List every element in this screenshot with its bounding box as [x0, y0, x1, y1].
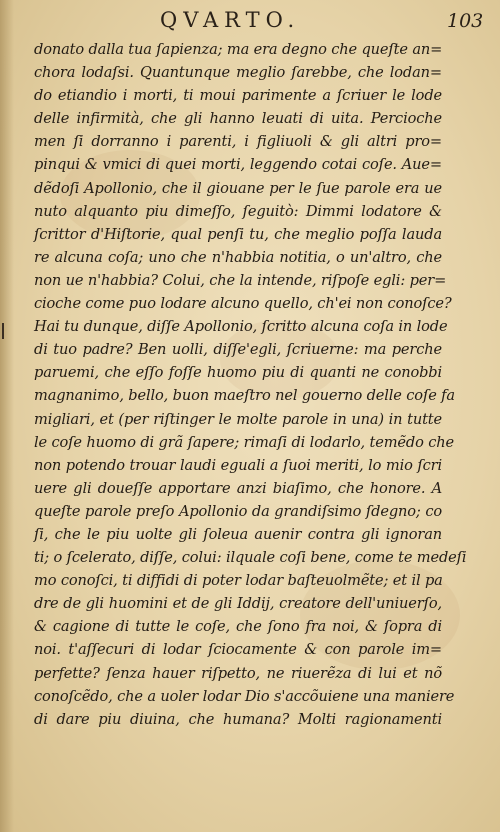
text-line: do etiandio i morti, ti moui parimente a ſcriuer le lode: [34, 87, 442, 105]
text-line: di dare piu diuina, che humana? Molti ragionamenti: [34, 710, 442, 728]
margin-mark: [2, 323, 4, 339]
page-edge-shadow: [0, 0, 14, 832]
running-head: [0, 6, 500, 36]
text-line: queſte parole preſo Apollonio da grandiſsimo ſdegno; co: [34, 502, 442, 520]
text-line: paruemi, che eſſo foſſe huomo piu di quanti ne conobbi: [34, 364, 442, 382]
text-line: noi. t'aſſecuri di lodar ſciocamente & con parole im=: [34, 641, 442, 659]
text-line: chora lodaſsi. Quantunque meglio ſarebbe, che lodan=: [34, 64, 442, 82]
text-line: delle infirmità, che gli hanno leuati di uita. Percioche: [34, 110, 442, 128]
text-line: donato dalla tua ſapienza; ma era degno che queſte an=: [34, 41, 443, 58]
body-text: [34, 38, 467, 731]
running-title: QVARTO.: [160, 8, 301, 32]
text-line: & cagione di tutte le coſe, che ſono fra noi, & ſopra di: [34, 618, 442, 636]
text-line: cioche come puo lodare alcuno quello, ch'ei non conoſce?: [34, 295, 452, 313]
text-line: dẽdoſi Apollonio, che il giouane per le ſue parole era ue: [34, 179, 442, 197]
text-line: ſi, che le piu uolte gli ſoleua auenir contra gli ignoran: [34, 525, 442, 543]
text-line: di tuo padre? Ben uolli, diſſe'egli, ſcriuerne: ma perche: [34, 341, 442, 359]
text-line: conoſcẽdo, che a uoler lodar Dio s'accõuiene una maniere: [34, 687, 455, 705]
text-line: men ſi dorranno i parenti, i figliuoli & gli altri pro=: [34, 133, 442, 151]
page-number: 103: [447, 10, 484, 32]
text-line: Hai tu dunque, diſſe Apollonio, ſcritto alcuna coſa in lode: [34, 318, 448, 336]
text-line: le coſe huomo di grã ſapere; rimaſi di lodarlo, temẽdo che: [34, 433, 454, 451]
text-line: nuto alquanto piu dimeſſo, ſeguitò: Dimmi lodatore &: [34, 202, 442, 220]
text-line: non ue n'habbia? Colui, che la intende, riſpoſe egli: per=: [34, 271, 447, 289]
text-line: perfette? ſenza hauer riſpetto, ne riuerẽza di lui et nõ: [34, 664, 442, 682]
text-line: pinqui & vmici di quei morti, leggendo cotai coſe. Aue=: [34, 156, 442, 174]
text-line: migliari, et (per riſtinger le molte parole in una) in tutte: [34, 410, 442, 428]
text-line: uere gli doueſſe apportare anzi biaſimo, che honore. A: [34, 479, 442, 497]
text-line: re alcuna coſa; uno che n'habbia notitia, o un'altro, che: [34, 248, 442, 266]
text-line: ti; o ſcelerato, diſſe, colui: ilquale coſi bene, come te medeſi: [34, 549, 467, 567]
text-line: dre de gli huomini et de gli Iddij, creatore dell'uniuerſo,: [34, 595, 442, 613]
text-line: magnanimo, bello, buon maeſtro nel gouerno delle coſe fa: [34, 387, 455, 405]
text-line: non potendo trouar laudi eguali a ſuoi meriti, lo mio ſcri: [34, 456, 442, 474]
text-line: ſcrittor d'Hiſtorie, qual penſi tu, che meglio poſſa lauda: [34, 225, 442, 243]
text-line: mo conoſci, ti diffidi di poter lodar baſteuolmẽte; et il pa: [34, 572, 443, 590]
